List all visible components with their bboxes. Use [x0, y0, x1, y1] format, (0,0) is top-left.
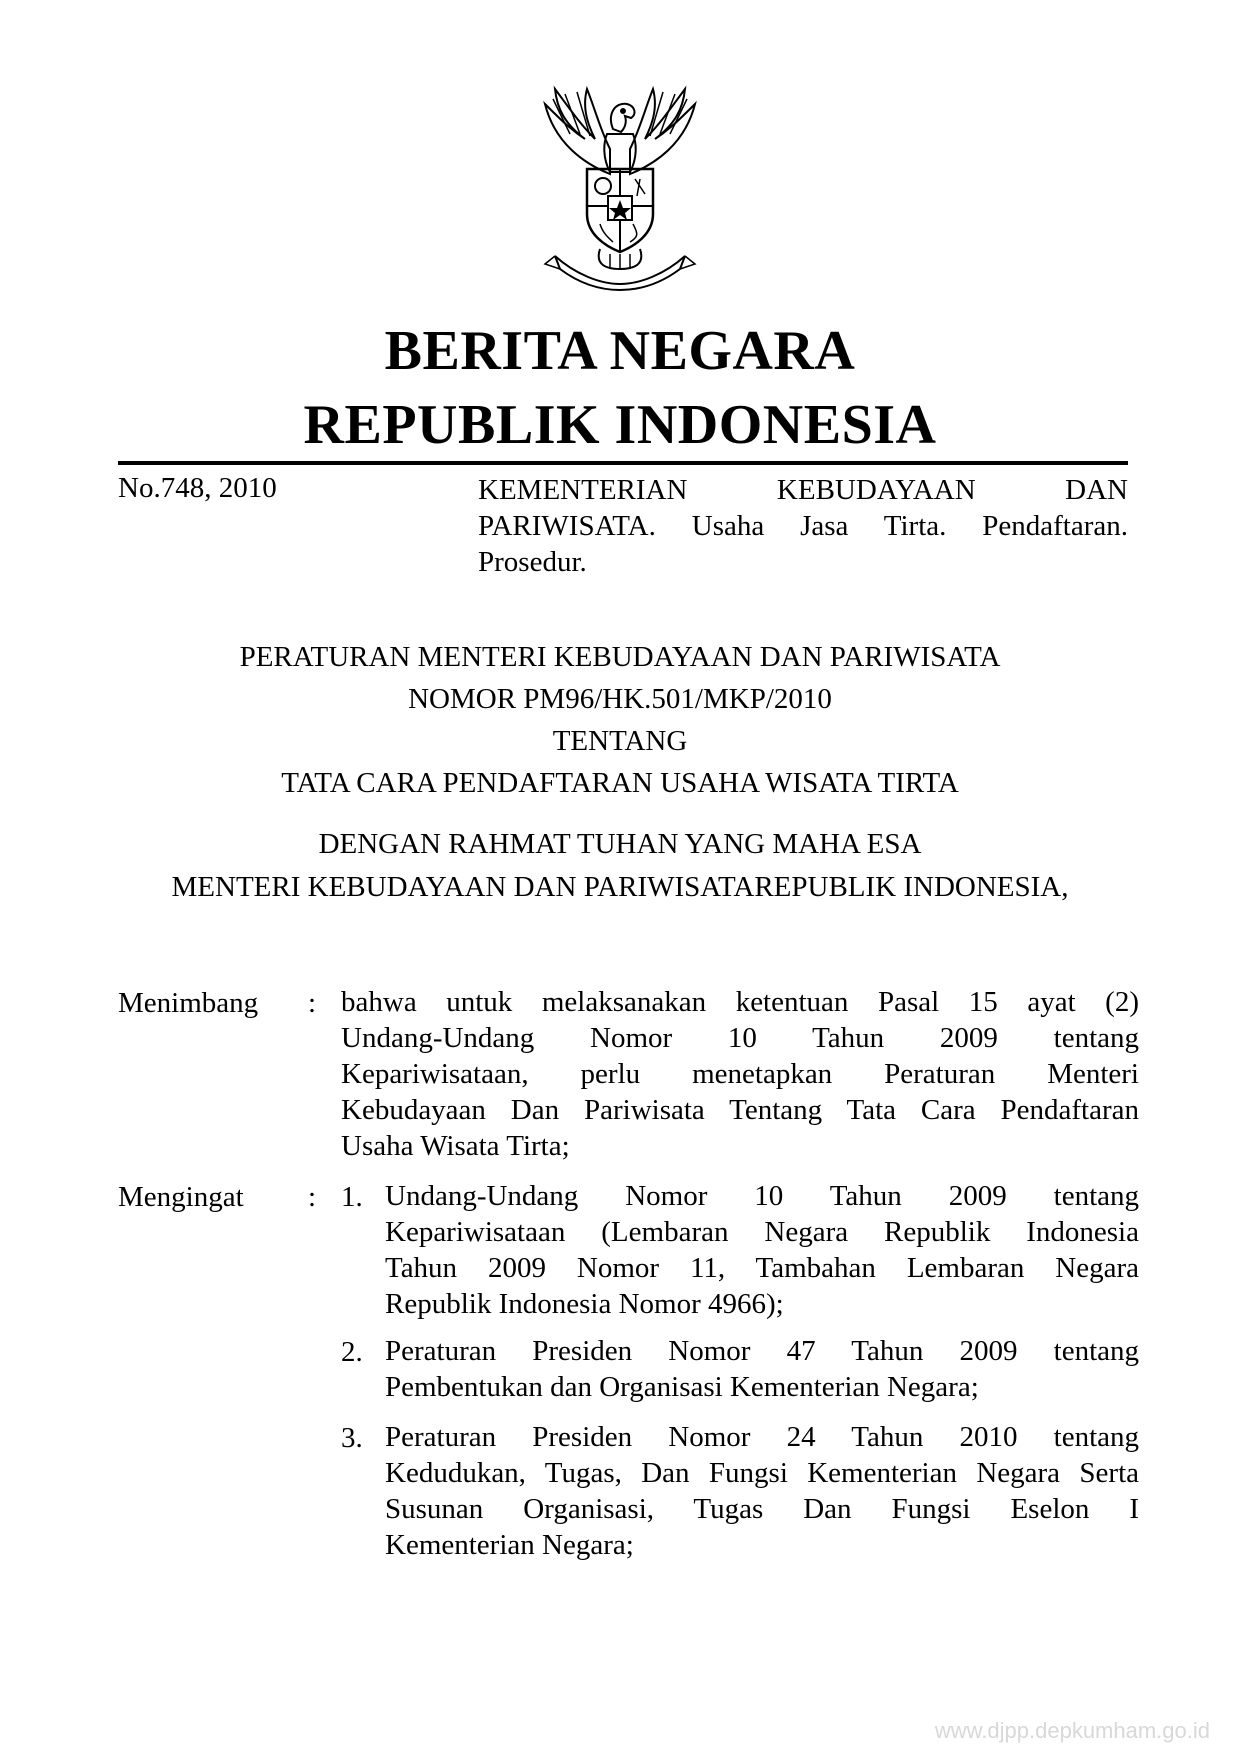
text-line: Peraturan Presiden Nomor 24 Tahun 2010 tentang — [385, 1421, 1139, 1453]
masthead-subtitle: REPUBLIK INDONESIA — [303, 394, 937, 456]
mengingat-colon: : — [308, 1181, 317, 1213]
regulation-subject: TATA CARA PENDAFTARAN USAHA WISATA TIRTA — [281, 767, 959, 799]
watermark: www.djpp.depkumham.go.id — [934, 1718, 1210, 1743]
list-item — [385, 1333, 1139, 1405]
masthead-divider — [118, 461, 1128, 465]
text-line: Peraturan Presiden Nomor 47 Tahun 2009 tentang — [385, 1335, 1139, 1367]
regulation-number: NOMOR PM96/HK.501/MKP/2010 — [408, 683, 832, 715]
text-line: Usaha Wisata Tirta; — [341, 1130, 570, 1162]
text-line: Kementerian Negara; — [385, 1529, 634, 1561]
menimbang-colon: : — [308, 987, 317, 1019]
text-line: Kepariwisataan, perlu menetapkan Peraturan Menteri — [341, 1058, 1139, 1090]
list-item-number: 2. — [341, 1336, 363, 1368]
regulation-about: TENTANG — [552, 725, 688, 757]
list-item-number: 3. — [341, 1422, 363, 1454]
list-item — [385, 1419, 1139, 1563]
text-line: Republik Indonesia Nomor 4966); — [385, 1288, 784, 1320]
topic-line: Prosedur. — [478, 546, 587, 578]
text-line: Undang-Undang Nomor 10 Tahun 2009 tentang — [385, 1180, 1139, 1212]
list-item — [385, 1178, 1139, 1322]
masthead-title: BERITA NEGARA — [384, 320, 856, 382]
issuer: MENTERI KEBUDAYAAN DAN PARIWISATAREPUBLIK INDONESIA, — [171, 871, 1069, 903]
invocation: DENGAN RAHMAT TUHAN YANG MAHA ESA — [318, 828, 922, 860]
regulation-title: PERATURAN MENTERI KEBUDAYAAN DAN PARIWISATA — [239, 641, 1001, 673]
list-item-number: 1. — [341, 1181, 363, 1213]
topic-line: KEMENTERIAN KEBUDAYAAN DAN — [478, 474, 1128, 506]
text-line: Kebudayaan Dan Pariwisata Tentang Tata Cara Pendaftaran — [341, 1094, 1139, 1126]
mengingat-label: Mengingat — [118, 1181, 244, 1213]
text-line: Tahun 2009 Nomor 11, Tambahan Lembaran Negara — [385, 1252, 1139, 1284]
topic-line: PARIWISATA. Usaha Jasa Tirta. Pendaftaran. — [478, 510, 1128, 542]
text-line: Pembentukan dan Organisasi Kementerian Negara; — [385, 1371, 979, 1403]
gazette-number: No.748, 2010 — [118, 472, 277, 504]
gazette-topic — [478, 472, 1128, 580]
garuda-pancasila-emblem-icon — [515, 84, 725, 294]
menimbang-label: Menimbang — [118, 987, 259, 1019]
text-line: Undang-Undang Nomor 10 Tahun 2009 tentang — [341, 1022, 1139, 1054]
text-line: Susunan Organisasi, Tugas Dan Fungsi Eselon I — [385, 1493, 1139, 1525]
text-line: bahwa untuk melaksanakan ketentuan Pasal 15 ayat (2) — [341, 986, 1139, 1018]
text-line: Kepariwisataan (Lembaran Negara Republik Indonesia — [385, 1216, 1139, 1248]
menimbang-text — [341, 984, 1139, 1164]
text-line: Kedudukan, Tugas, Dan Fungsi Kementerian Negara Serta — [385, 1457, 1139, 1489]
